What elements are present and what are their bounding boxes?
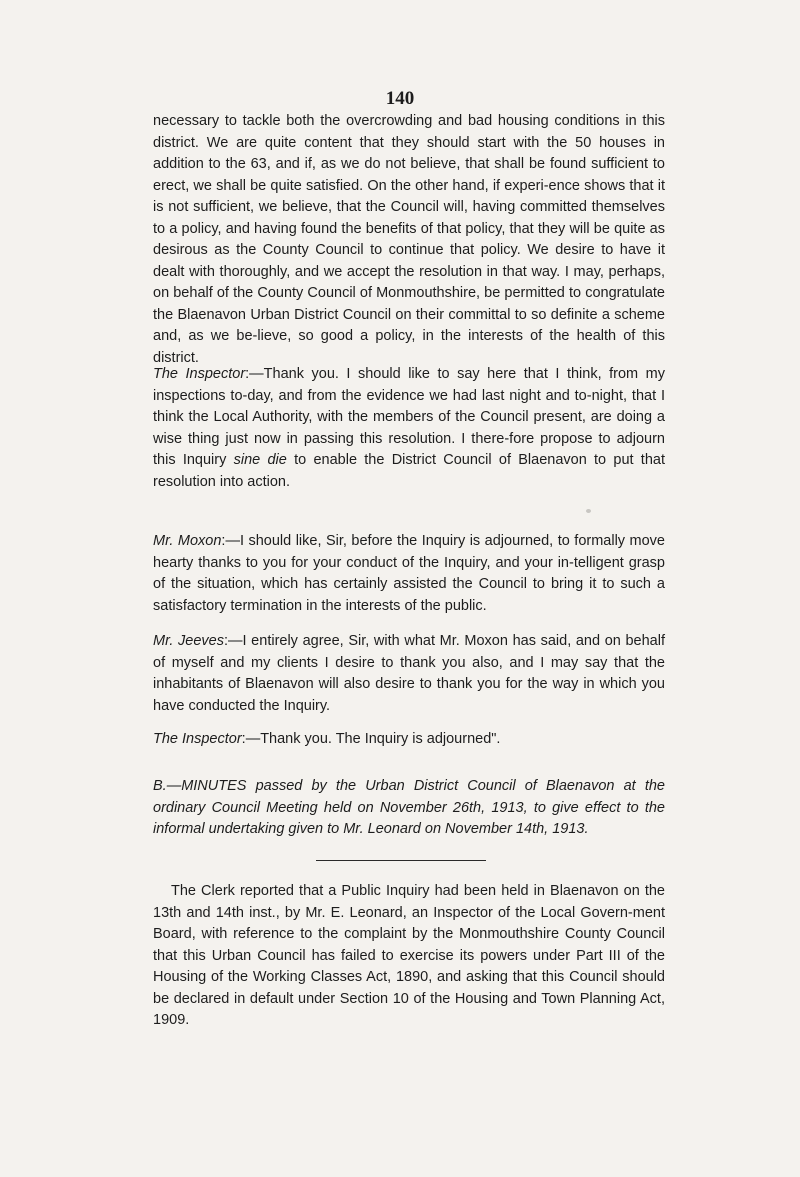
paragraph-inspector-closing [153,729,665,751]
latin-phrase: sine die [233,452,287,468]
section-divider [316,860,486,861]
speech-text: :—Thank you. I should like to say here that I think, from my inspections to-day, and from the evidence we had last night and to-night, that I think the Local Authority, with the members of the Council present, are doing a wise thing just now in passing this resolution. I there-fore propose to adjourn this Inquiry [153,366,665,468]
speaker-name: The Inspector [153,731,242,747]
page-number: 140 [385,88,415,109]
speech-text: :—I entirely agree, Sir, with what Mr. Moxon has said, and on behalf of myself and my clients I desire to thank you also, and I may say that the inhabitants of Blaenavon will also desire to thank you for the way in which you have conducted the Inquiry. [153,633,665,714]
paragraph-moxon-statement [153,531,665,617]
speaker-name: Mr. Moxon [153,533,222,549]
section-heading-minutes: B.—MINUTES passed by the Urban District Council of Blaenavon at the ordinary Council Meeting held on November 26th, 1913, to give effect to the informal undertaking given to Mr. Leonard on November 14th, 1913. [153,778,665,837]
paper-speck [586,509,591,513]
speech-text: :—Thank you. The Inquiry is adjourned". [241,731,501,747]
paragraph-county-council-statement: necessary to tackle both the overcrowding and bad housing conditions in this district. We are quite content that they should start with the 50 houses in addition to the 63, and if, as we do not believe, that shall be found sufficient to erect, we shall be quite satisfied. On the other hand, if experi-ence shows that it is not sufficient, we believe, that the Council will, having committed themselves to a policy, and having found the benefits of that policy, that they will be quite as desirous as the County Council to continue that policy. We desire to have it dealt with thoroughly, and we accept the resolution in that way. I may, perhaps, on behalf of the County Council of Monmouthshire, be permitted to congratulate the Blaenavon Urban District Council on their committal to so definite a scheme and, as we be-lieve, so good a policy, in the interests of the health of this district. [153,113,665,366]
speaker-name: Mr. Jeeves [153,633,224,649]
speech-text: :—I should like, Sir, before the Inquiry is adjourned, to formally move hearty thanks to you for your conduct of the Inquiry, and your in-telligent grasp of the situation, which has certainly assisted the Council to bring it to such a satisfactory termination in the interests of the public. [153,533,665,614]
paragraph-inspector-statement [153,364,665,493]
paragraph-clerk-report: The Clerk reported that a Public Inquiry had been held in Blaenavon on the 13th and 14th inst., by Mr. E. Leonard, an Inspector of the Local Govern-ment Board, with reference to the complaint by the Monmouthshire County Council that this Urban Council has failed to exercise its powers under Part III of the Housing of the Working Classes Act, 1890, and asking that this Council should be declared in default under Section 10 of the Housing and Town Planning Act, 1909. [153,883,665,1028]
speech-text-end: to enable the District Council of Blaenavon to put that resolution into action. [153,452,665,490]
speaker-name: The Inspector [153,366,246,382]
paragraph-jeeves-statement [153,631,665,717]
